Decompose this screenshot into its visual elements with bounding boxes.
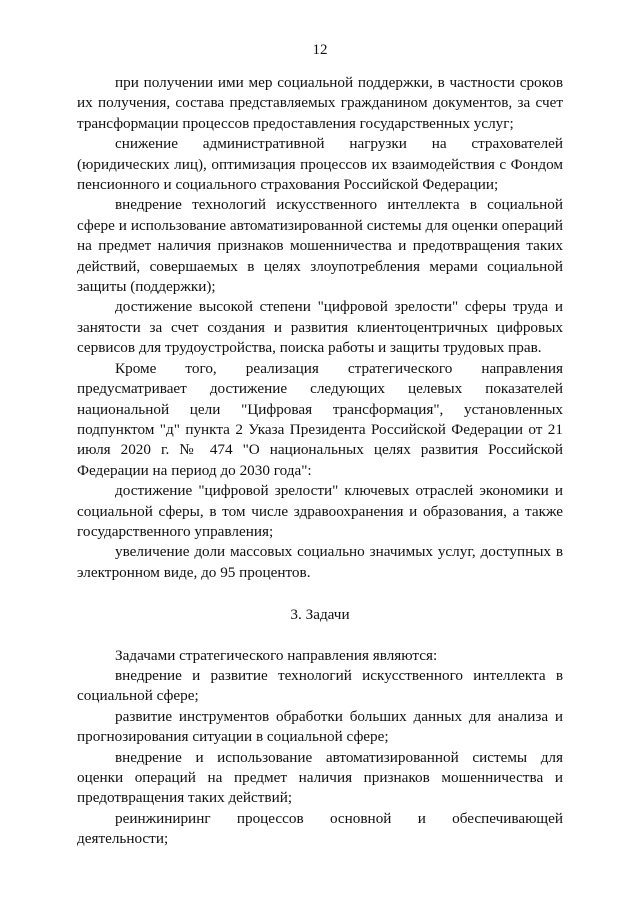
paragraph-digital-maturity-industries: достижение "цифровой зрелости" ключевых отраслей экономики и социальной сферы, в том числе здравоохранения и образования, а также государственного управления; xyxy=(77,482,563,540)
paragraph-administrative-load: снижение административной нагрузки на страхователей (юридических лиц), оптимизация процессов их взаимодействия с Фондом пенсионного и социального страхования Российской Федерации; xyxy=(77,135,563,194)
paragraph-tasks-intro: Задачами стратегического направления являются: xyxy=(115,646,438,664)
page-number: 12 xyxy=(312,42,328,58)
paragraph-electronic-services-share: увеличение доли массовых социально значимых услуг, доступных в электронном виде, до 95 процентов. xyxy=(77,543,563,581)
document-body xyxy=(77,73,563,850)
paragraph-task-fraud-system: внедрение и использование автоматизированной системы для оценки операций на предмет наличия признаков мошенничества и предотвращения таких действий; xyxy=(77,748,563,807)
paragraph-digital-maturity-labor: достижение высокой степени "цифровой зрелости" сферы труда и занятости за счет создания и развития клиентоцентричных цифровых сервисов для трудоустройства, поиска работы и защиты трудовых прав. xyxy=(77,298,563,357)
paragraph-task-reengineering: реинжиниринг процессов основной и обеспечивающей деятельности; xyxy=(77,809,563,848)
paragraph-task-ai: внедрение и развитие технологий искусственного интеллекта в социальной сфере; xyxy=(77,666,563,705)
paragraph-task-big-data: развитие инструментов обработки больших данных для анализа и прогнозирования ситуации в социальной сфере; xyxy=(77,707,563,746)
paragraph-service-deadlines: при получении ими мер социальной поддержки, в частности сроков их получения, состава представляемых гражданином документов, за счет трансформации процессов предоставления государственных услуг; xyxy=(77,74,563,132)
paragraph-national-goal-targets: Кроме того, реализация стратегического направления предусматривает достижение следующих целевых показателей национальной цели "Цифровая трансформация", установленных подпунктом "д" пункта 2 Указа Президента Российской Федерации от 21 июля 2020 г. № 474 "О национальных целях развития Российской Федерации на период до 2030 года": xyxy=(77,359,563,479)
paragraph-ai-fraud-detection: внедрение технологий искусственного интеллекта в социальной сфере и использование автоматизированной системы для оценки операций на предмет наличия признаков мошенничества и предотвращения таких действий, совершаемых в целях злоупотребления мерами социальной защиты (поддержки); xyxy=(77,196,563,296)
section-heading: 3. Задачи xyxy=(290,606,350,624)
